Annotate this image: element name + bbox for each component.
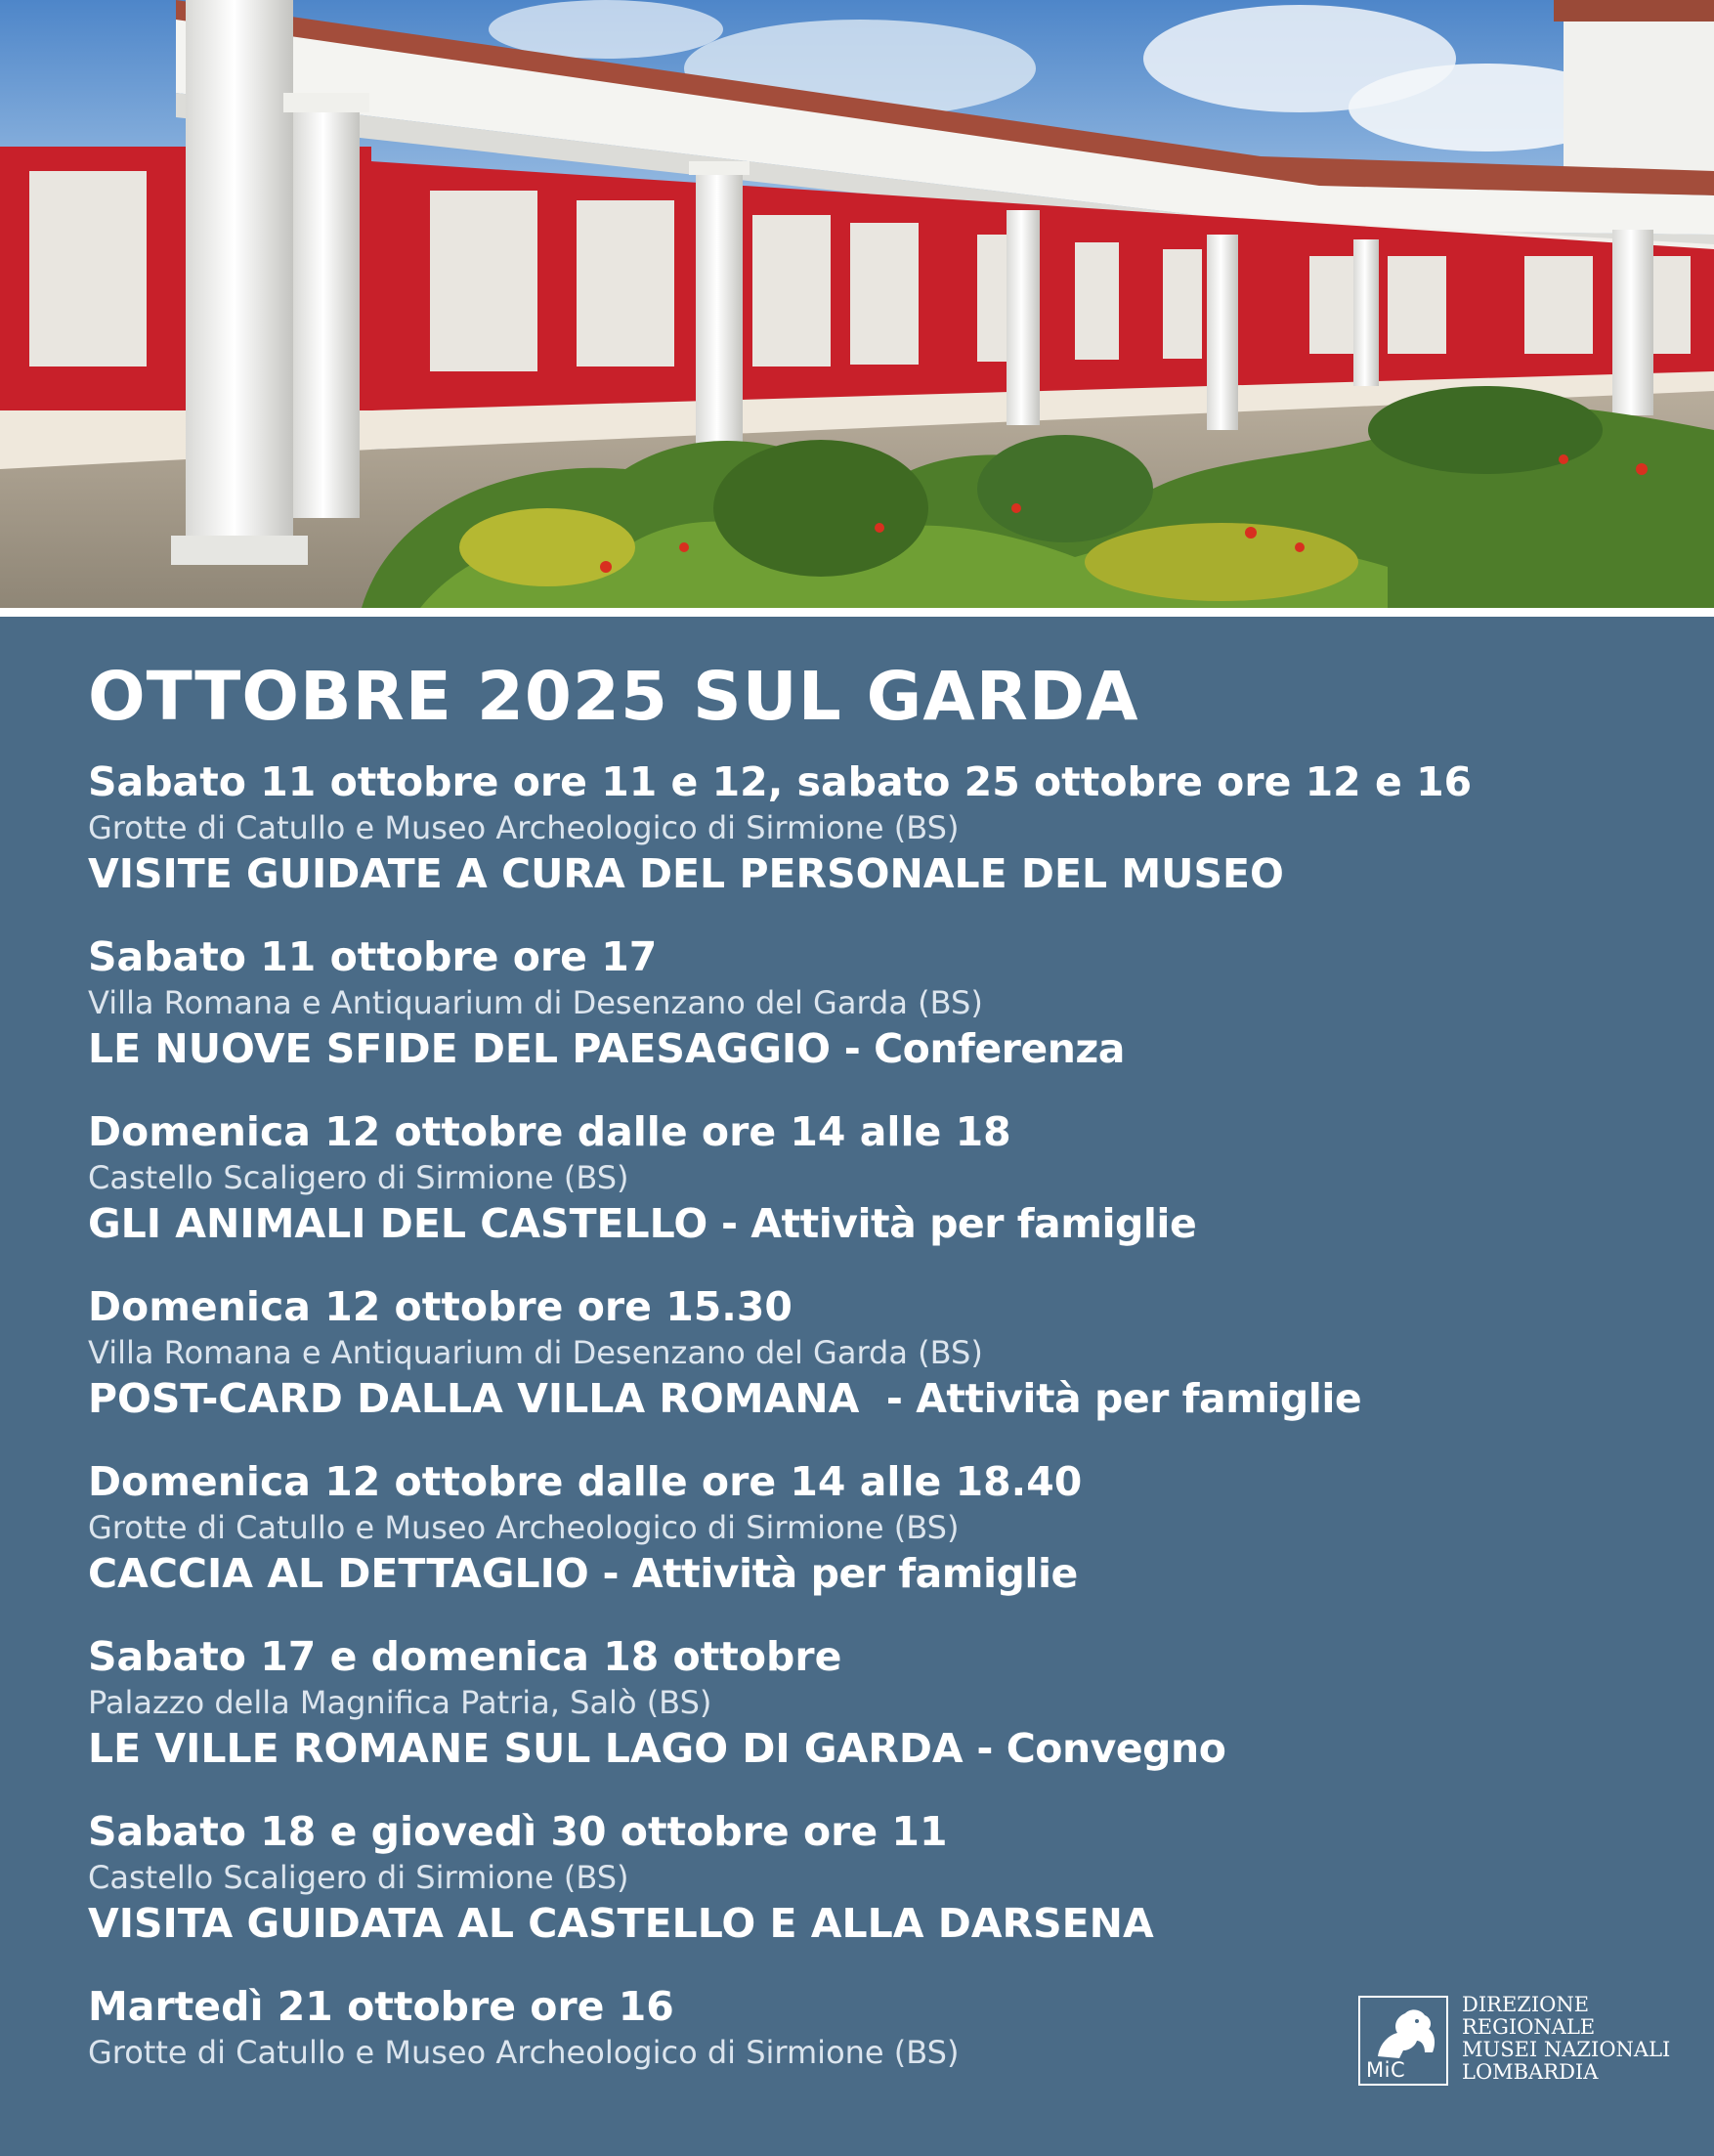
event-date: Sabato 11 ottobre ore 17 (88, 933, 658, 980)
event-kind: - Convegno (963, 1725, 1226, 1772)
logo-line: MUSEI NAZIONALI (1462, 2038, 1671, 2061)
event-date: Domenica 12 ottobre ore 15.30 (88, 1283, 793, 1330)
event-item (88, 1456, 1358, 1631)
event-item (88, 1981, 1358, 2156)
event-kind: - Conferenza (831, 1025, 1125, 1072)
event-place: Palazzo della Magnifica Patria, Salò (BS) (88, 1684, 712, 1721)
event-place: Grotte di Catullo e Museo Archeologico di Sirmione (BS) (88, 809, 960, 846)
event-place: Villa Romana e Antiquarium di Desenzano del Garda (BS) (88, 1334, 983, 1371)
logo-line: DIREZIONE (1462, 1993, 1590, 2016)
hero-image (0, 0, 1714, 608)
event-place: Grotte di Catullo e Museo Archeologico di Sirmione (BS) (88, 1509, 960, 1546)
event-title-main: POST-CARD DALLA VILLA ROMANA (88, 1375, 860, 1422)
logo-text (1462, 1993, 1671, 2084)
event-kind: - Attività per famiglie (859, 1375, 1362, 1422)
event-title-main: VISITA GUIDATA AL CASTELLO E ALLA DARSENA (88, 1900, 1154, 1947)
mic-logo (1358, 1993, 1671, 2086)
logo-line: LOMBARDIA (1462, 2060, 1599, 2084)
page-title: OTTOBRE 2025 SUL GARDA (88, 658, 1139, 736)
event-item (88, 1631, 1358, 1806)
event-date: Sabato 18 e giovedì 30 ottobre ore 11 (88, 1808, 948, 1855)
logo-mark-text: MiC (1366, 2058, 1406, 2082)
event-date: Martedì 21 ottobre ore 16 (88, 1983, 674, 2030)
event-date: Sabato 17 e domenica 18 ottobre (88, 1633, 842, 1680)
event-title (88, 1723, 1358, 1774)
event-title (88, 1198, 1358, 1249)
event-item (88, 1281, 1362, 1456)
event-date: Domenica 12 ottobre dalle ore 14 alle 18.40 (88, 1458, 1083, 1505)
event-item (88, 1106, 1358, 1281)
event-date: Sabato 11 ottobre ore 11 e 12, sabato 25 ottobre ore 12 e 16 (88, 758, 1473, 805)
event-item (88, 931, 1358, 1106)
hero-divider (0, 608, 1714, 617)
event-place: Castello Scaligero di Sirmione (BS) (88, 1159, 629, 1196)
event-place: Castello Scaligero di Sirmione (BS) (88, 1859, 629, 1896)
event-title (88, 1023, 1358, 1074)
event-title-main: LE VILLE ROMANE SUL LAGO DI GARDA (88, 1725, 964, 1772)
event-place: Grotte di Catullo e Museo Archeologico di Sirmione (BS) (88, 2034, 960, 2071)
event-title (88, 1373, 1362, 1424)
event-title (88, 1548, 1358, 1599)
mic-horse-emblem-icon (1358, 1996, 1448, 2086)
event-kind: - Attività per famiglie (707, 1200, 1197, 1247)
event-title (88, 848, 1358, 899)
event-title-main: GLI ANIMALI DEL CASTELLO (88, 1200, 708, 1247)
event-item (88, 756, 1473, 931)
event-kind: - Attività per famiglie (588, 1550, 1078, 1597)
logo-line: REGIONALE (1462, 2015, 1596, 2039)
event-title-main: VISITE GUIDATE A CURA DEL PERSONALE DEL MUSEO (88, 850, 1284, 897)
event-place: Villa Romana e Antiquarium di Desenzano del Garda (BS) (88, 984, 983, 1021)
event-title-main: CACCIA AL DETTAGLIO (88, 1550, 589, 1597)
event-title (88, 1898, 1358, 1949)
event-title-main: LE NUOVE SFIDE DEL PAESAGGIO (88, 1025, 832, 1072)
event-date: Domenica 12 ottobre dalle ore 14 alle 18 (88, 1108, 1011, 1155)
event-item (88, 1806, 1358, 1981)
